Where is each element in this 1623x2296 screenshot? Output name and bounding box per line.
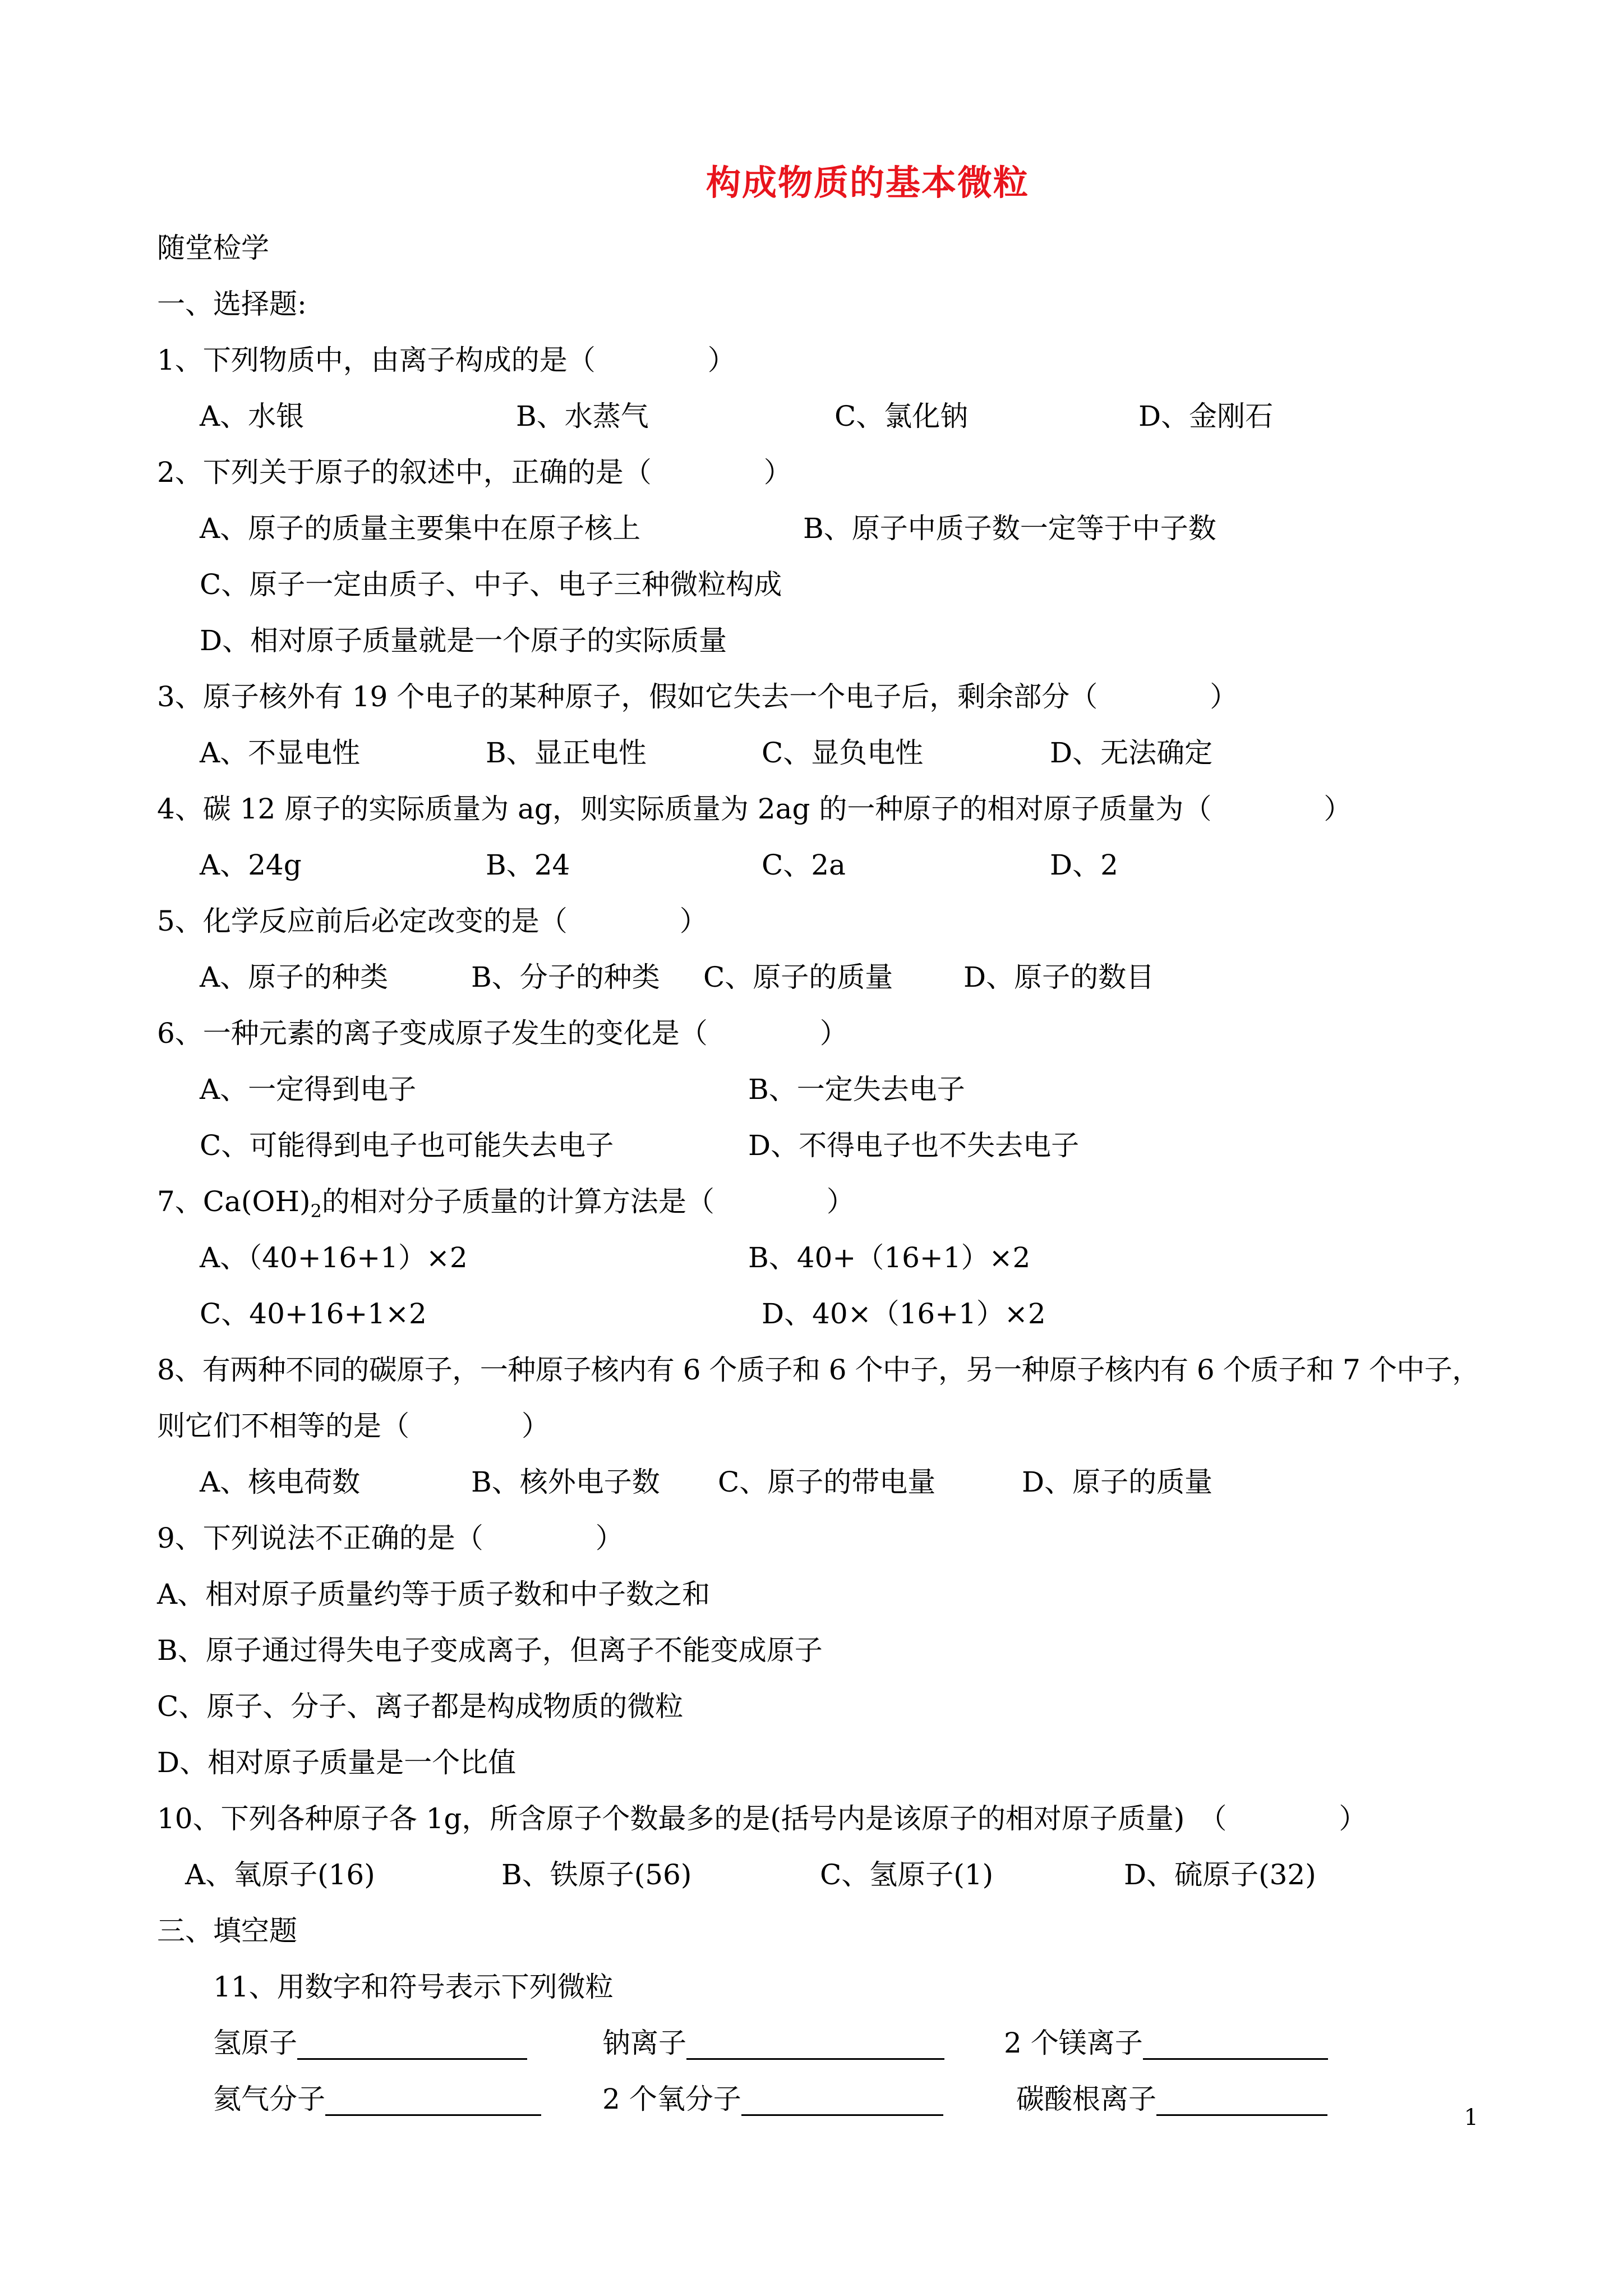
fill-item-hydrogen-atom: 氢原子 bbox=[213, 2026, 527, 2060]
question-8-stem: 8、有两种不同的碳原子，一种原子核内有 6 个质子和 6 个中子，另一种原子核内有 6 个质子和 7 个中子， bbox=[157, 1354, 1480, 1386]
question-8-stem-continued: 则它们不相等的是（ ） bbox=[157, 1410, 550, 1442]
answer-blank[interactable] bbox=[1156, 2085, 1327, 2116]
q9-option-d: D、相对原子质量是一个比值 bbox=[157, 1746, 517, 1779]
q5-option-b: B、分子的种类 bbox=[471, 961, 660, 993]
page-number: 1 bbox=[1464, 2105, 1478, 2131]
q1-option-d: D、金刚石 bbox=[1138, 400, 1274, 432]
q8-option-c: C、原子的带电量 bbox=[718, 1466, 936, 1498]
answer-blank[interactable] bbox=[297, 2029, 527, 2060]
section-label: 随堂检学 bbox=[157, 232, 269, 264]
q4-option-c: C、2a bbox=[762, 849, 846, 881]
q6-option-c: C、可能得到电子也可能失去电子 bbox=[200, 1129, 614, 1162]
q5-option-c: C、原子的质量 bbox=[703, 961, 893, 993]
q1-option-a: A、水银 bbox=[200, 400, 305, 432]
fill-item-sodium-ion: 钠离子 bbox=[602, 2026, 944, 2060]
question-9-stem: 9、下列说法不正确的是（ ） bbox=[157, 1522, 624, 1554]
q9-option-c: C、原子、分子、离子都是构成物质的微粒 bbox=[157, 1690, 684, 1723]
q10-option-c: C、氢原子(1) bbox=[820, 1858, 994, 1891]
question-6-stem: 6、一种元素的离子变成原子发生的变化是（ ） bbox=[157, 1017, 848, 1050]
part3-heading: 三、填空题 bbox=[157, 1915, 297, 1947]
q1-option-c: C、氯化钠 bbox=[834, 400, 969, 432]
question-3-stem: 3、原子核外有 19 个电子的某种原子，假如它失去一个电子后，剩余部分（ ） bbox=[157, 680, 1238, 713]
q9-option-a: A、相对原子质量约等于质子数和中子数之和 bbox=[157, 1578, 711, 1611]
fill-item-magnesium-ions: 2 个镁离子 bbox=[1004, 2026, 1328, 2060]
fill-item-helium-molecule: 氦气分子 bbox=[213, 2082, 541, 2116]
q4-option-a: A、24g bbox=[200, 849, 302, 881]
answer-blank[interactable] bbox=[1143, 2029, 1328, 2060]
q7-option-d: D、40×（16+1）×2 bbox=[762, 1297, 1046, 1330]
q6-option-a: A、一定得到电子 bbox=[200, 1073, 417, 1106]
q8-option-d: D、原子的质量 bbox=[1022, 1466, 1213, 1498]
page-title: 构成物质的基本微粒 bbox=[706, 162, 1029, 203]
q3-option-a: A、不显电性 bbox=[200, 737, 361, 769]
q2-option-c: C、原子一定由质子、中子、电子三种微粒构成 bbox=[200, 568, 782, 601]
q4-option-d: D、2 bbox=[1050, 849, 1118, 881]
question-10-stem: 10、下列各种原子各 1g，所含原子个数最多的是(括号内是该原子的相对原子质量) （ ） bbox=[157, 1802, 1367, 1835]
answer-blank[interactable] bbox=[741, 2085, 943, 2116]
question-2-stem: 2、下列关于原子的叙述中，正确的是（ ） bbox=[157, 456, 792, 489]
q5-option-d: D、原子的数目 bbox=[963, 961, 1155, 993]
question-5-stem: 5、化学反应前后必定改变的是（ ） bbox=[157, 905, 708, 937]
q3-option-b: B、显正电性 bbox=[486, 737, 647, 769]
q3-option-c: C、显负电性 bbox=[762, 737, 924, 769]
q7-option-a: A、（40+16+1）×2 bbox=[200, 1241, 468, 1274]
q5-option-a: A、原子的种类 bbox=[200, 961, 389, 993]
q4-option-b: B、24 bbox=[486, 849, 570, 881]
question-4-stem: 4、碳 12 原子的实际质量为 ag，则实际质量为 2ag 的一种原子的相对原子质量为（ ） bbox=[157, 793, 1352, 825]
question-7-stem: 7、$Ca(OH)_2$的相对分子质量的计算方法是（ ） bbox=[157, 1185, 855, 1222]
q2-option-a: A、原子的质量主要集中在原子核上 bbox=[200, 512, 641, 545]
q10-option-a: A、氧原子(16) bbox=[185, 1858, 375, 1891]
fill-item-oxygen-molecules: 2 个氧分子 bbox=[602, 2082, 943, 2116]
q10-option-b: B、铁原子(56) bbox=[501, 1858, 692, 1891]
q7-option-b: B、40+（16+1）×2 bbox=[748, 1241, 1031, 1274]
q7-option-c: C、40+16+1×2 bbox=[200, 1297, 427, 1330]
q10-option-d: D、硫原子(32) bbox=[1124, 1858, 1316, 1891]
q6-option-b: B、一定失去电子 bbox=[748, 1073, 965, 1106]
part1-heading: 一、选择题: bbox=[157, 288, 307, 320]
question-11-stem: 11、用数字和符号表示下列微粒 bbox=[213, 1971, 614, 2003]
answer-blank[interactable] bbox=[325, 2085, 541, 2116]
q2-option-d: D、相对原子质量就是一个原子的实际质量 bbox=[200, 624, 727, 657]
q2-option-b: B、原子中质子数一定等于中子数 bbox=[803, 512, 1216, 545]
q8-option-a: A、核电荷数 bbox=[200, 1466, 361, 1498]
q1-option-b: B、水蒸气 bbox=[516, 400, 649, 432]
q3-option-d: D、无法确定 bbox=[1050, 737, 1213, 769]
q8-option-b: B、核外电子数 bbox=[471, 1466, 660, 1498]
q6-option-d: D、不得电子也不失去电子 bbox=[748, 1129, 1080, 1162]
fill-item-carbonate-ion: 碳酸根离子 bbox=[1016, 2082, 1327, 2116]
answer-blank[interactable] bbox=[686, 2029, 944, 2060]
q9-option-b: B、原子通过得失电子变成离子，但离子不能变成原子 bbox=[157, 1634, 823, 1667]
question-1-stem: 1、下列物质中，由离子构成的是（ ） bbox=[157, 344, 736, 376]
